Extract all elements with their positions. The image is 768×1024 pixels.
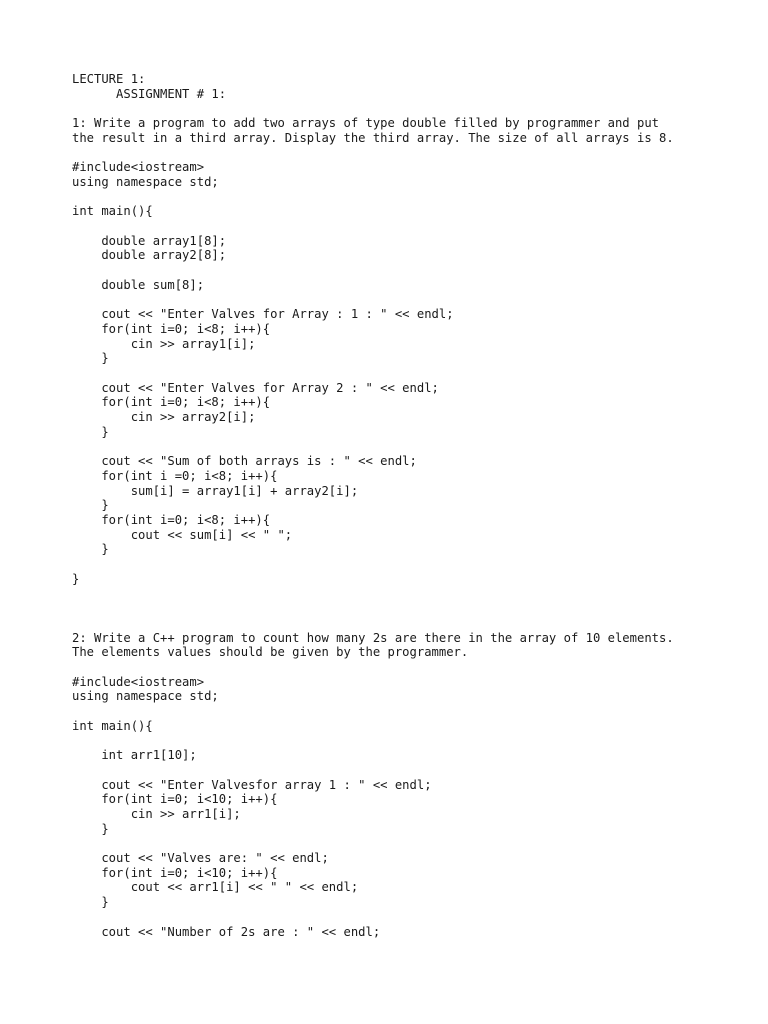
text-line: ASSIGNMENT # 1: xyxy=(72,86,227,101)
text-line: cout << "Enter Valves for Array 2 : " << endl; xyxy=(72,380,439,395)
text-line: } xyxy=(72,498,109,513)
blank-line xyxy=(72,190,752,205)
text-line: for(int i=0; i<8; i++){ xyxy=(72,395,271,410)
text-line: for(int i=0; i<10; i++){ xyxy=(72,865,278,880)
text-line: the result in a third array. Display the third array. The size of all arrays is 8. xyxy=(72,130,674,145)
text-line: 1: Write a program to add two arrays of type double filled by programmer and put xyxy=(72,116,659,131)
text-line: cout << sum[i] << " "; xyxy=(72,527,293,542)
text-line: int arr1[10]; xyxy=(72,748,197,763)
text-line: double array2[8]; xyxy=(72,248,227,263)
blank-line xyxy=(72,366,752,381)
blank-line xyxy=(72,704,752,719)
text-line: 2: Write a C++ program to count how many 2s are there in the array of 10 elements. xyxy=(72,630,674,645)
blank-line xyxy=(72,910,752,925)
text-line: int main(){ xyxy=(72,204,153,219)
text-line: #include<iostream> xyxy=(72,160,205,175)
blank-line xyxy=(72,557,752,572)
text-line: } xyxy=(72,821,109,836)
text-line: cout << "Enter Valvesfor array 1 : " << endl; xyxy=(72,777,432,792)
document-body xyxy=(72,72,752,939)
text-line: cout << "Enter Valves for Array : 1 : " << endl; xyxy=(72,307,454,322)
text-line: cin >> arr1[i]; xyxy=(72,806,241,821)
text-line: } xyxy=(72,542,109,557)
text-line: double sum[8]; xyxy=(72,277,205,292)
text-line: using namespace std; xyxy=(72,689,219,704)
text-line: cout << "Sum of both arrays is : " << endl; xyxy=(72,454,417,469)
blank-line xyxy=(72,586,752,601)
text-line: cin >> array1[i]; xyxy=(72,336,256,351)
text-line: cout << "Number of 2s are : " << endl; xyxy=(72,924,381,939)
text-line: #include<iostream> xyxy=(72,674,205,689)
text-line: cout << arr1[i] << " " << endl; xyxy=(72,880,359,895)
text-line: double array1[8]; xyxy=(72,233,227,248)
text-line: for(int i=0; i<10; i++){ xyxy=(72,792,278,807)
text-line: } xyxy=(72,351,109,366)
text-line: cin >> array2[i]; xyxy=(72,410,256,425)
blank-line xyxy=(72,219,752,234)
text-line: } xyxy=(72,424,109,439)
text-line: using namespace std; xyxy=(72,174,219,189)
text-line: for(int i=0; i<8; i++){ xyxy=(72,512,271,527)
blank-line xyxy=(72,101,752,116)
blank-line xyxy=(72,146,752,161)
blank-line xyxy=(72,763,752,778)
text-line: cout << "Valves are: " << endl; xyxy=(72,851,329,865)
text-line: The elements values should be given by the programmer. xyxy=(72,645,469,660)
blank-line xyxy=(72,733,752,748)
text-line: int main(){ xyxy=(72,718,153,733)
blank-line xyxy=(72,836,752,851)
blank-line xyxy=(72,292,752,307)
text-line: LECTURE 1: xyxy=(72,72,146,86)
text-line: } xyxy=(72,571,80,586)
text-line: sum[i] = array1[i] + array2[i]; xyxy=(72,483,359,498)
blank-line xyxy=(72,439,752,454)
text-line: } xyxy=(72,895,109,910)
blank-line xyxy=(72,263,752,278)
text-line: for(int i=0; i<8; i++){ xyxy=(72,321,271,336)
text-line: for(int i =0; i<8; i++){ xyxy=(72,468,278,483)
blank-line xyxy=(72,660,752,675)
blank-line xyxy=(72,601,752,616)
blank-line xyxy=(72,616,752,631)
